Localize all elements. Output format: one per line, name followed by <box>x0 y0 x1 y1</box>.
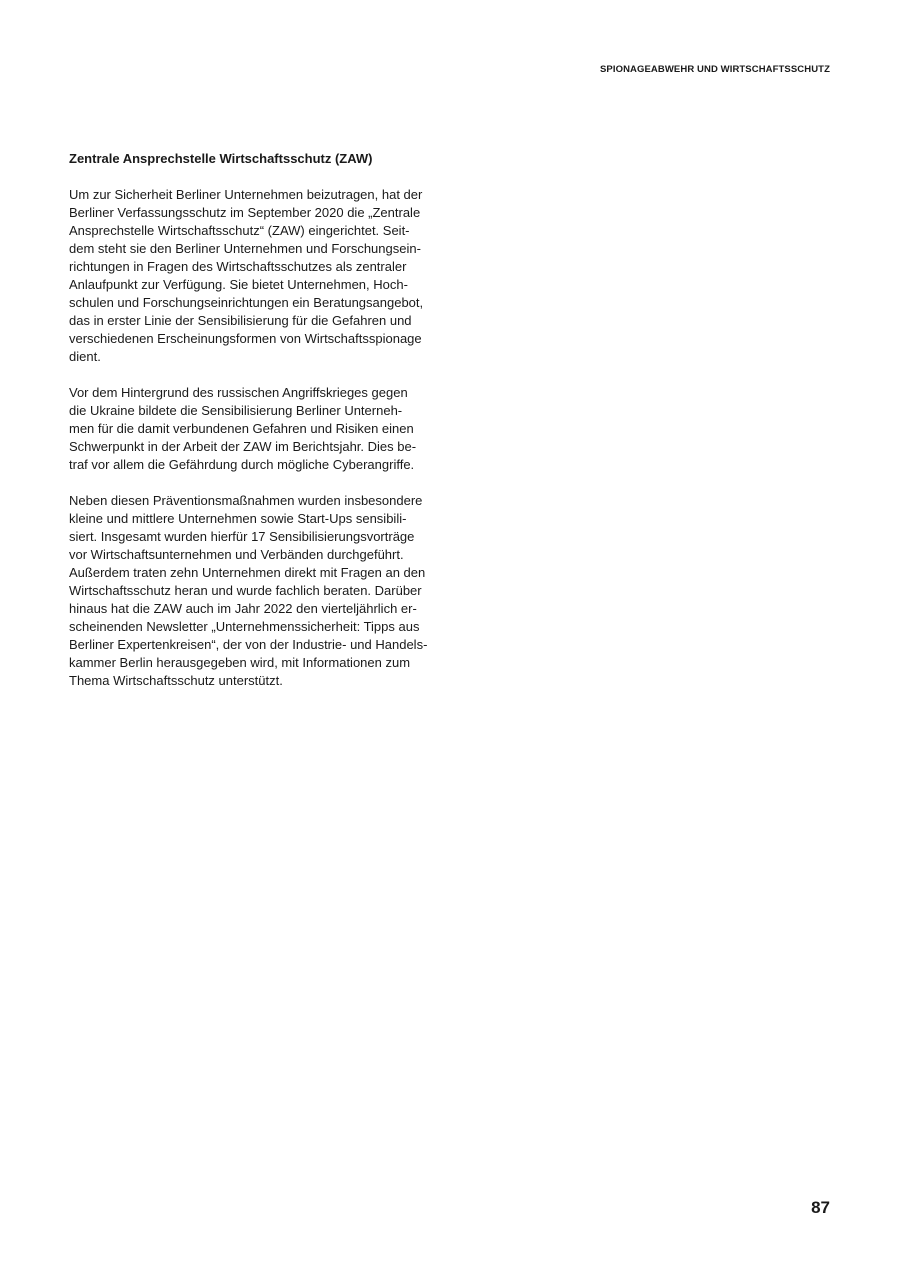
paragraph-1 <box>69 186 444 366</box>
paragraph-line: Anlaufpunkt zur Verfügung. Sie bietet Unternehmen, Hoch- <box>69 277 408 292</box>
paragraph-line: Berliner Expertenkreisen“, der von der Industrie- und Handels- <box>69 637 428 652</box>
paragraph-line: das in erster Linie der Sensibilisierung für die Gefahren und <box>69 313 412 328</box>
paragraph-3 <box>69 492 444 690</box>
paragraph-line: Vor dem Hintergrund des russischen Angriffskrieges gegen <box>69 385 408 400</box>
paragraph-line: Außerdem traten zehn Unternehmen direkt mit Fragen an den <box>69 565 426 580</box>
paragraph-line: verschiedenen Erscheinungsformen von Wirtschaftsspionage <box>69 331 422 346</box>
paragraph-line: men für die damit verbundenen Gefahren und Risiken einen <box>69 421 414 436</box>
paragraph-line: Wirtschaftsschutz heran und wurde fachlich beraten. Darüber <box>69 583 422 598</box>
paragraph-line: kammer Berlin herausgegeben wird, mit Informationen zum <box>69 655 411 670</box>
paragraph-line: siert. Insgesamt wurden hierfür 17 Sensibilisierungsvorträge <box>69 529 415 544</box>
paragraph-line: kleine und mittlere Unternehmen sowie Start-Ups sensibili- <box>69 511 407 526</box>
paragraph-line: schulen und Forschungseinrichtungen ein Beratungsangebot, <box>69 295 424 310</box>
paragraph-line: Neben diesen Präventionsmaßnahmen wurden insbesondere <box>69 493 423 508</box>
running-header: SPIONAGEABWEHR UND WIRTSCHAFTSSCHUTZ <box>599 64 830 75</box>
paragraph-line: hinaus hat die ZAW auch im Jahr 2022 den vierteljährlich er- <box>69 601 417 616</box>
paragraph-line: vor Wirtschaftsunternehmen und Verbänden durchgeführt. <box>69 547 404 562</box>
paragraph-line: traf vor allem die Gefährdung durch mögliche Cyberangriffe. <box>69 457 415 472</box>
page-number: 87 <box>811 1198 830 1217</box>
paragraph-line: dient. <box>69 349 101 364</box>
paragraph-2 <box>69 384 444 474</box>
paragraph-line: Berliner Verfassungsschutz im September 2020 die „Zentrale <box>69 205 421 220</box>
paragraph-line: Thema Wirtschaftsschutz unterstützt. <box>69 673 283 688</box>
section-title: Zentrale Ansprechstelle Wirtschaftsschutz (ZAW) <box>69 151 373 166</box>
paragraph-line: Schwerpunkt in der Arbeit der ZAW im Berichtsjahr. Dies be- <box>69 439 417 454</box>
paragraph-line: dem steht sie den Berliner Unternehmen und Forschungsein- <box>69 241 421 256</box>
paragraph-line: scheinenden Newsletter „Unternehmenssicherheit: Tipps aus <box>69 619 420 634</box>
paragraph-line: die Ukraine bildete die Sensibilisierung Berliner Unterneh- <box>69 403 403 418</box>
paragraph-line: richtungen in Fragen des Wirtschaftsschutzes als zentraler <box>69 259 407 274</box>
paragraph-line: Ansprechstelle Wirtschaftsschutz“ (ZAW) eingerichtet. Seit- <box>69 223 410 238</box>
paragraph-line: Um zur Sicherheit Berliner Unternehmen beizutragen, hat der <box>69 187 423 202</box>
main-content <box>69 150 444 708</box>
